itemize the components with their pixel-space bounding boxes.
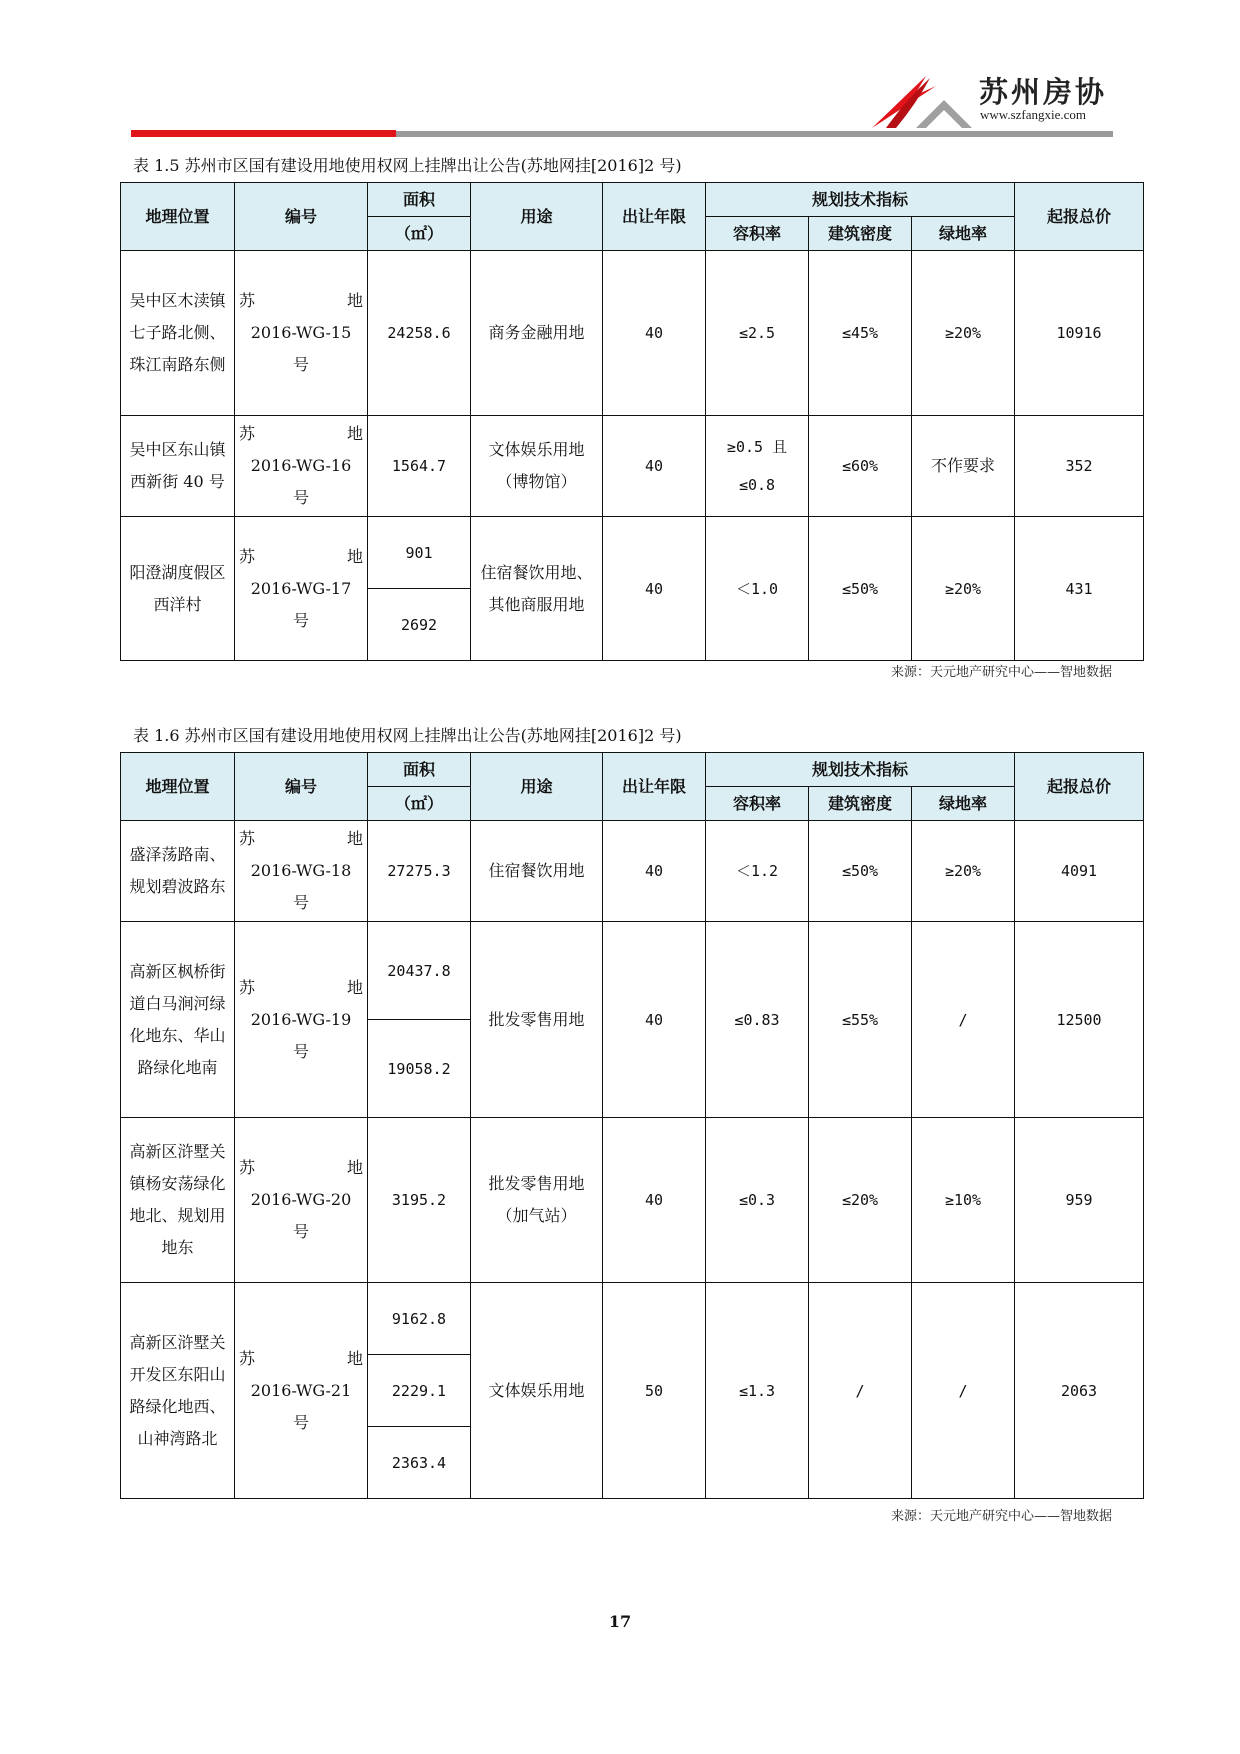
- cell-far: ≤0.3: [706, 1118, 809, 1283]
- code-end: 号: [292, 610, 309, 630]
- code-prefix: 苏: [239, 291, 256, 310]
- code-suffix-char: 地: [346, 291, 363, 310]
- cell-price: 12500: [1015, 922, 1144, 1118]
- table1-caption: 表 1.5 苏州市区国有建设用地使用权网上挂牌出让公告(苏地网挂[2016]2 号): [133, 156, 682, 175]
- code-suffix-char: 地: [346, 1158, 363, 1177]
- code-end: 号: [292, 893, 309, 912]
- table-row: [121, 251, 1144, 416]
- cell-term: 40: [603, 1118, 706, 1283]
- code-number: 2016-WG-15: [250, 323, 352, 342]
- table-row: [121, 1118, 1144, 1283]
- cell-use: 商务金融用地: [471, 251, 603, 416]
- th-green: 绿地率: [912, 217, 1015, 251]
- cell-area: 2363.4: [368, 1427, 471, 1499]
- cell-term: 50: [603, 1283, 706, 1499]
- cell-location: 吴中区东山镇西新街 40 号: [121, 416, 235, 517]
- cell-term: 40: [603, 821, 706, 922]
- cell-term: 40: [603, 416, 706, 517]
- code-suffix-char: 地: [346, 1348, 363, 1368]
- th-area-unit: （㎡）: [368, 217, 471, 251]
- code-prefix: 苏: [239, 546, 256, 566]
- cell-code: [235, 922, 368, 1118]
- table-row: [121, 821, 1144, 922]
- table-row: [121, 517, 1144, 589]
- th-use: 用途: [471, 753, 603, 821]
- cell-location: 盛泽荡路南、规划碧波路东: [121, 821, 235, 922]
- table1: [120, 182, 1144, 661]
- th-price: 起报总价: [1015, 753, 1144, 821]
- cell-code: [235, 1118, 368, 1283]
- cell-area: 27275.3: [368, 821, 471, 922]
- cell-green: ≥10%: [912, 1118, 1015, 1283]
- cell-price: 352: [1015, 416, 1144, 517]
- cell-code: [235, 416, 368, 517]
- code-prefix: 苏: [239, 1158, 256, 1177]
- code-prefix: 苏: [239, 1348, 256, 1368]
- cell-price: 959: [1015, 1118, 1144, 1283]
- cell-location: 高新区枫桥街道白马涧河绿化地东、华山路绿化地南: [121, 922, 235, 1118]
- cell-green: ≥20%: [912, 251, 1015, 416]
- cell-use: 文体娱乐用地（博物馆）: [471, 416, 603, 517]
- cell-area: 2229.1: [368, 1355, 471, 1427]
- code-end: 号: [292, 1222, 309, 1241]
- cell-area: 20437.8: [368, 922, 471, 1020]
- cell-term: 40: [603, 922, 706, 1118]
- cell-term: 40: [603, 517, 706, 661]
- cell-location: 高新区浒墅关镇杨安荡绿化地北、规划用地东: [121, 1118, 235, 1283]
- cell-density: ≤60%: [809, 416, 912, 517]
- cell-green: /: [912, 1283, 1015, 1499]
- table-row: [121, 1283, 1144, 1355]
- cell-far: ≥0.5 且≤0.8: [706, 416, 809, 517]
- code-number: 2016-WG-19: [250, 1009, 352, 1029]
- th-green: 绿地率: [912, 787, 1015, 821]
- cell-code: [235, 1283, 368, 1499]
- cell-density: ≤55%: [809, 922, 912, 1118]
- cell-far: ≤2.5: [706, 251, 809, 416]
- cell-far: ＜1.2: [706, 821, 809, 922]
- code-prefix: 苏: [239, 424, 256, 443]
- cell-code: [235, 251, 368, 416]
- cell-density: ≤50%: [809, 821, 912, 922]
- cell-density: ≤20%: [809, 1118, 912, 1283]
- cell-code: [235, 517, 368, 661]
- th-term: 出让年限: [603, 753, 706, 821]
- cell-green: ≥20%: [912, 821, 1015, 922]
- cell-use: 文体娱乐用地: [471, 1283, 603, 1499]
- th-planning: 规划技术指标: [706, 753, 1015, 787]
- cell-green: ≥20%: [912, 517, 1015, 661]
- cell-use: 批发零售用地: [471, 922, 603, 1118]
- cell-density: ≤45%: [809, 251, 912, 416]
- code-number: 2016-WG-17: [250, 578, 352, 598]
- code-prefix: 苏: [239, 977, 256, 997]
- header-rule-red: [131, 130, 396, 137]
- table-row: [121, 922, 1144, 1020]
- brand-url: www.szfangxie.com: [980, 107, 1087, 122]
- cell-location: 阳澄湖度假区西洋村: [121, 517, 235, 661]
- cell-location: 吴中区木渎镇七子路北侧、珠江南路东侧: [121, 251, 235, 416]
- cell-area: 901: [368, 517, 471, 589]
- cell-location: 高新区浒墅关开发区东阳山路绿化地西、山神湾路北: [121, 1283, 235, 1499]
- cell-area: 24258.6: [368, 251, 471, 416]
- th-location: 地理位置: [121, 183, 235, 251]
- cell-code: [235, 821, 368, 922]
- th-area: 面积: [368, 183, 471, 217]
- th-code: 编号: [235, 753, 368, 821]
- table2-source: 来源：天元地产研究中心——智地数据: [890, 1509, 1112, 1524]
- code-number: 2016-WG-20: [250, 1190, 352, 1209]
- code-end: 号: [292, 488, 309, 507]
- code-number: 2016-WG-21: [250, 1380, 352, 1400]
- cell-area: 3195.2: [368, 1118, 471, 1283]
- code-suffix-char: 地: [346, 829, 363, 848]
- th-code: 编号: [235, 183, 368, 251]
- header-rule-gray: [396, 131, 1113, 137]
- cell-density: /: [809, 1283, 912, 1499]
- cell-price: 4091: [1015, 821, 1144, 922]
- cell-use: 批发零售用地（加气站）: [471, 1118, 603, 1283]
- cell-density: ≤50%: [809, 517, 912, 661]
- code-suffix-char: 地: [346, 424, 363, 443]
- code-number: 2016-WG-16: [250, 456, 352, 475]
- cell-term: 40: [603, 251, 706, 416]
- th-use: 用途: [471, 183, 603, 251]
- table2-caption: 表 1.6 苏州市区国有建设用地使用权网上挂牌出让公告(苏地网挂[2016]2 号): [133, 726, 682, 745]
- th-far: 容积率: [706, 217, 809, 251]
- cell-area: 9162.8: [368, 1283, 471, 1355]
- code-end: 号: [292, 1412, 309, 1432]
- cell-green: 不作要求: [912, 416, 1015, 517]
- cell-far: ≤1.3: [706, 1283, 809, 1499]
- th-far: 容积率: [706, 787, 809, 821]
- table-row: [121, 416, 1144, 517]
- th-planning: 规划技术指标: [706, 183, 1015, 217]
- th-area: 面积: [368, 753, 471, 787]
- th-density: 建筑密度: [809, 217, 912, 251]
- table2: [120, 752, 1144, 1499]
- th-location: 地理位置: [121, 753, 235, 821]
- th-area-unit: （㎡）: [368, 787, 471, 821]
- cell-far: ＜1.0: [706, 517, 809, 661]
- code-end: 号: [292, 1041, 309, 1061]
- cell-area: 2692: [368, 589, 471, 661]
- cell-green: /: [912, 922, 1015, 1118]
- brand-name: 苏州房协: [979, 75, 1108, 109]
- cell-use: 住宿餐饮用地: [471, 821, 603, 922]
- code-number: 2016-WG-18: [250, 861, 352, 880]
- cell-price: 2063: [1015, 1283, 1144, 1499]
- code-suffix-char: 地: [346, 546, 363, 566]
- table1-source: 来源：天元地产研究中心——智地数据: [890, 665, 1112, 680]
- code-prefix: 苏: [239, 829, 256, 848]
- th-density: 建筑密度: [809, 787, 912, 821]
- cell-price: 10916: [1015, 251, 1144, 416]
- cell-area: 19058.2: [368, 1020, 471, 1118]
- th-term: 出让年限: [603, 183, 706, 251]
- cell-far: ≤0.83: [706, 922, 809, 1118]
- page-number: 17: [608, 1612, 632, 1631]
- cell-price: 431: [1015, 517, 1144, 661]
- th-price: 起报总价: [1015, 183, 1144, 251]
- cell-area: 1564.7: [368, 416, 471, 517]
- code-suffix-char: 地: [346, 977, 363, 997]
- code-end: 号: [292, 355, 309, 374]
- cell-use: 住宿餐饮用地、其他商服用地: [471, 517, 603, 661]
